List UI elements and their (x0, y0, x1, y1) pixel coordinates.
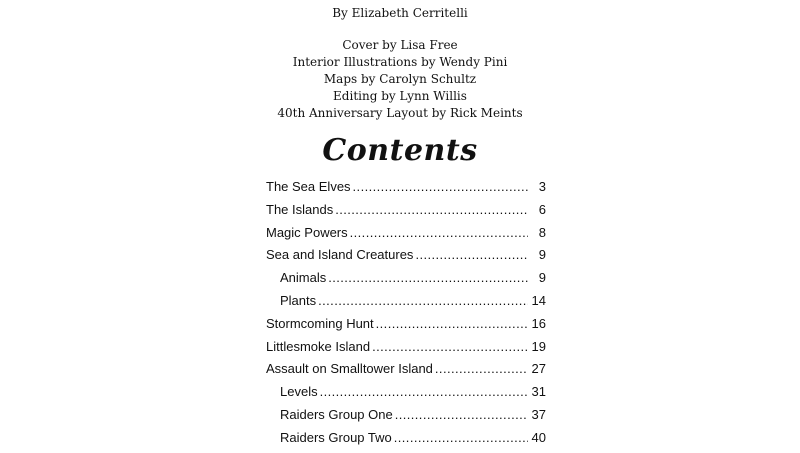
toc-entry-title: Plants (280, 292, 317, 308)
toc-dot-leader (376, 316, 528, 331)
toc-entry (266, 316, 546, 339)
toc-entry-title: Levels (280, 384, 318, 400)
toc-entry (266, 202, 546, 225)
toc-page-number: 16 (531, 315, 546, 331)
toc-entry-title: Magic Powers (266, 224, 348, 240)
toc-dot-leader (350, 225, 528, 240)
toc-entry (266, 225, 546, 248)
toc-entry (266, 339, 546, 362)
toc-page-number: 37 (531, 406, 546, 422)
toc-page-number: 8 (538, 224, 546, 240)
toc-entry-title: The Sea Elves (266, 179, 351, 194)
toc-entry (266, 430, 546, 453)
toc-entry-title: Animals (280, 270, 327, 286)
byline-block (0, 5, 800, 22)
toc-dot-leader (320, 384, 528, 399)
toc-entry (266, 270, 546, 293)
toc-dot-leader (318, 293, 528, 308)
toc-page-number: 6 (538, 201, 546, 217)
layout-credit: 40th Anniversary Layout by Rick Meints (277, 106, 523, 120)
toc-entry (266, 361, 546, 384)
toc-dot-leader (435, 361, 528, 376)
toc-entry (266, 179, 546, 202)
toc-dot-leader (394, 430, 528, 445)
toc-entry-title: Stormcoming Hunt (266, 315, 374, 331)
cover-credit: Cover by Lisa Free (342, 38, 458, 52)
editing-credit: Editing by Lynn Willis (333, 89, 467, 103)
toc-dot-leader (415, 247, 528, 262)
toc-page-number: 19 (531, 338, 546, 354)
staff-credits (0, 37, 800, 122)
toc-entry-title: Raiders Group Two (280, 429, 392, 445)
toc-entry-title: Littlesmoke Island (266, 338, 371, 354)
toc-page-number: 31 (531, 384, 546, 400)
toc-entry (266, 293, 546, 316)
toc-entry (266, 247, 546, 270)
toc-dot-leader (395, 407, 528, 422)
maps-credit: Maps by Carolyn Schultz (323, 72, 477, 86)
toc-entry (266, 384, 546, 407)
toc-dot-leader (372, 339, 528, 354)
toc-page-number: 3 (538, 179, 546, 194)
toc-entry-title: Raiders Group One (280, 406, 393, 422)
toc-entry (266, 407, 546, 430)
toc-page-number: 9 (538, 247, 546, 263)
toc-dot-leader (328, 270, 528, 285)
toc-page-number: 40 (531, 429, 546, 445)
toc-page-number: 14 (531, 292, 546, 308)
toc-entry-title: Assault on Smalltower Island (266, 361, 433, 377)
toc-entry-title: The Islands (266, 201, 334, 217)
contents-heading: Contents (322, 133, 478, 168)
toc-page-number: 27 (531, 361, 546, 377)
table-of-contents (266, 179, 546, 453)
toc-dot-leader (335, 202, 528, 217)
author-credit: By Elizabeth Cerritelli (332, 6, 468, 20)
illustrations-credit: Interior Illustrations by Wendy Pini (292, 55, 508, 69)
toc-page-number: 9 (538, 270, 546, 286)
toc-entry-title: Sea and Island Creatures (266, 247, 414, 263)
toc-dot-leader (353, 179, 528, 194)
